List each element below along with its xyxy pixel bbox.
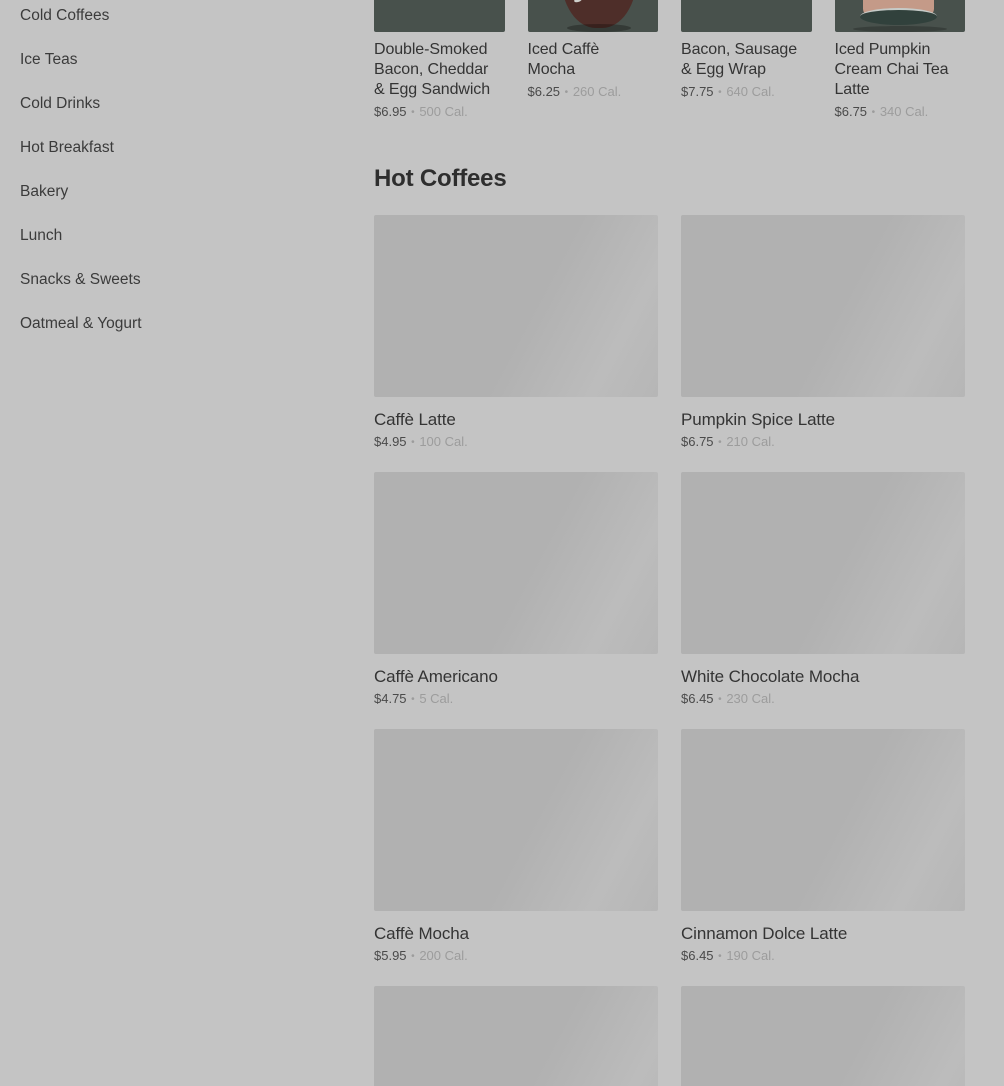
- product-image-placeholder: [681, 986, 965, 1086]
- sidebar-item-oatmeal-yogurt[interactable]: Oatmeal & Yogurt: [20, 315, 142, 332]
- sidebar-item-cold-drinks[interactable]: Cold Drinks: [20, 95, 101, 112]
- product-card-iced-pumpkin-chai-latte[interactable]: [835, 0, 966, 120]
- product-calories: 340 Cal.: [879, 104, 929, 119]
- product-card-double-smoked-bacon-sandwich[interactable]: [374, 0, 505, 120]
- product-title: Iced Pumpkin Cream Chai Tea Latte: [834, 41, 949, 98]
- separator-dot: •: [411, 107, 415, 118]
- product-card-pumpkin-spice-latte[interactable]: [681, 215, 965, 451]
- product-image-placeholder: [681, 472, 965, 654]
- section-title-hot-coffees: Hot Coffees: [374, 165, 507, 192]
- product-card-loading[interactable]: [681, 986, 965, 1086]
- chai-glass-image: [863, 0, 933, 18]
- product-calories: 200 Cal.: [419, 948, 468, 963]
- product-title: Caffè Latte: [374, 410, 456, 429]
- product-card-loading[interactable]: [374, 986, 658, 1086]
- separator-dot: •: [718, 437, 722, 448]
- product-price: $4.75: [374, 691, 407, 706]
- featured-items-row: [374, 0, 965, 120]
- product-card-caffe-americano[interactable]: [374, 472, 658, 708]
- product-image-placeholder: [374, 215, 658, 397]
- product-price-calories: [374, 691, 658, 708]
- product-calories: 100 Cal.: [419, 434, 468, 449]
- product-card-bacon-sausage-egg-wrap[interactable]: [681, 0, 812, 120]
- separator-dot: •: [411, 951, 415, 962]
- product-price-calories: [374, 104, 505, 121]
- separator-dot: •: [718, 87, 722, 98]
- sidebar-item-ice-teas[interactable]: Ice Teas: [20, 51, 78, 68]
- product-calories: 640 Cal.: [726, 84, 775, 99]
- separator-dot: •: [411, 694, 415, 705]
- product-image-placeholder: [374, 472, 658, 654]
- product-image-placeholder: [681, 215, 965, 397]
- separator-dot: •: [718, 694, 722, 705]
- product-price-calories: [374, 434, 658, 451]
- separator-dot: •: [564, 87, 569, 98]
- product-title: Iced Caffè Mocha: [527, 41, 600, 78]
- product-card-white-chocolate-mocha[interactable]: [681, 472, 965, 708]
- sidebar-item-snacks-sweets[interactable]: Snacks & Sweets: [20, 271, 141, 288]
- product-title: Caffè Mocha: [374, 924, 469, 943]
- separator-dot: •: [871, 107, 876, 118]
- product-card-caffe-latte[interactable]: [374, 215, 658, 451]
- mocha-cup-image: [561, 0, 637, 28]
- sidebar-item-lunch[interactable]: Lunch: [20, 227, 63, 244]
- product-image-placeholder: [374, 986, 658, 1086]
- product-photo-wrap: [681, 0, 812, 32]
- product-price-calories: [681, 84, 812, 101]
- product-calories: 230 Cal.: [726, 691, 775, 706]
- product-price-calories: [681, 691, 965, 708]
- product-price: $6.75: [834, 104, 868, 119]
- product-title: Cinnamon Dolce Latte: [681, 924, 848, 943]
- product-calories: 190 Cal.: [726, 948, 775, 963]
- category-sidebar: [20, 6, 320, 358]
- product-title: Double-Smoked Bacon, Cheddar & Egg Sandwich: [374, 41, 491, 98]
- product-price: $7.75: [681, 84, 714, 99]
- sidebar-item-bakery[interactable]: Bakery: [20, 183, 69, 200]
- sidebar-item-cold-coffees[interactable]: Cold Coffees: [20, 7, 110, 24]
- product-card-iced-caffe-mocha[interactable]: [528, 0, 659, 120]
- product-price: $6.25: [527, 84, 561, 99]
- product-price-calories: [681, 948, 965, 965]
- product-photo-sandwich: [374, 0, 505, 32]
- product-price: $6.95: [374, 104, 407, 119]
- product-price-calories: [681, 434, 965, 451]
- hot-coffees-grid: [374, 215, 965, 1086]
- product-calories: 210 Cal.: [726, 434, 775, 449]
- product-price-calories: [528, 84, 659, 101]
- product-price: $4.95: [374, 434, 407, 449]
- product-title: Bacon, Sausage & Egg Wrap: [681, 41, 798, 78]
- product-card-caffe-mocha[interactable]: [374, 729, 658, 965]
- product-photo-iced-chai-latte: [835, 0, 966, 32]
- sidebar-item-hot-breakfast[interactable]: Hot Breakfast: [20, 139, 114, 156]
- product-photo-iced-caffe-mocha: [528, 0, 659, 32]
- product-image-placeholder: [681, 729, 965, 911]
- product-price: $5.95: [374, 948, 407, 963]
- product-price: $6.45: [681, 691, 714, 706]
- product-card-cinnamon-dolce-latte[interactable]: [681, 729, 965, 965]
- product-price: $6.45: [681, 948, 714, 963]
- product-price-calories: [835, 104, 966, 121]
- product-price-calories: [374, 948, 658, 965]
- product-title: Pumpkin Spice Latte: [681, 410, 836, 429]
- product-price: $6.75: [681, 434, 714, 449]
- product-calories: 5 Cal.: [419, 691, 454, 706]
- separator-dot: •: [411, 437, 415, 448]
- glass-shadow: [853, 26, 947, 32]
- product-title: Caffè Americano: [374, 667, 498, 686]
- product-calories: 500 Cal.: [419, 104, 468, 119]
- product-title: White Chocolate Mocha: [681, 667, 860, 686]
- separator-dot: •: [718, 951, 722, 962]
- product-image-placeholder: [374, 729, 658, 911]
- menu-content: [374, 0, 965, 1086]
- product-calories: 260 Cal.: [572, 84, 622, 99]
